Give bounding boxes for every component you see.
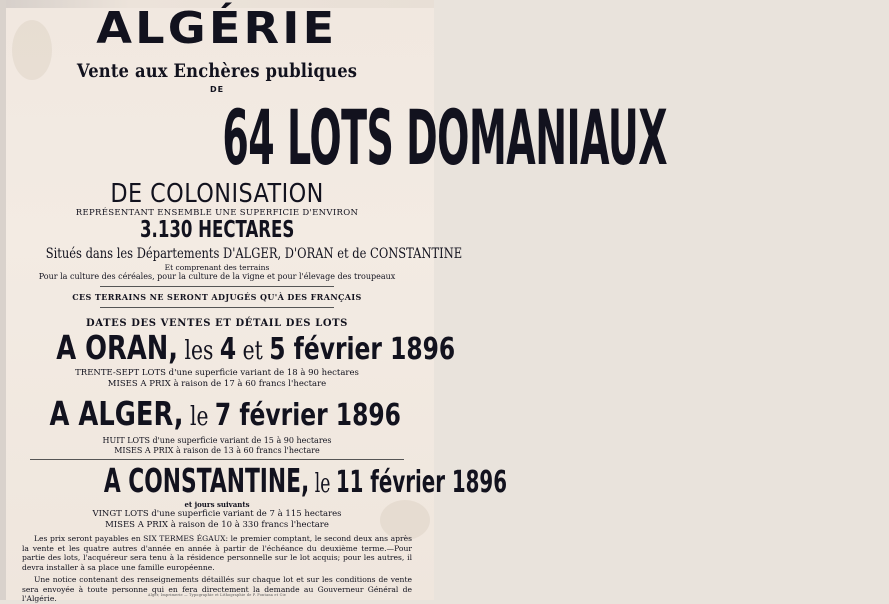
headline-lots: 64 LOTS DOMANIAUX <box>222 93 668 182</box>
divider <box>30 459 404 460</box>
divider <box>100 307 334 308</box>
poster-subtitle: Vente aux Enchères publiques <box>76 60 358 82</box>
departments-text: Situés dans les Départements D'ALGER, D'ORAN et de CONSTANTINE <box>45 246 463 262</box>
comprising-text: Et comprenant des terrains <box>164 263 270 272</box>
colonisation-heading: DE COLONISATION <box>110 179 324 209</box>
hectares-heading: 3.130 HECTARES <box>139 217 295 243</box>
alger-prices: MISES A PRIX à raison de 13 à 60 francs l'hectare <box>114 446 320 455</box>
following-days: et jours suivants <box>184 500 250 509</box>
payment-terms-paragraph: Les prix seront payables en SIX TERMES ÉGAUX: le premier comptant, le second deux ans après la vente et les quatre autres d'année en année à partir de l'échéance du deuxième terme.—Pour partie des lots, l'acquéreur sera tenu à la résidence personnelle sur le lot acquis; pour les autres, il devra installer à sa place une famille européenne. <box>22 534 412 572</box>
oran-prices: MISES A PRIX à raison de 17 à 60 francs l'hectare <box>107 379 327 389</box>
dates-header: DATES DES VENTES ET DÉTAIL DES LOTS <box>85 318 349 329</box>
french-only-notice: CES TERRAINS NE SERONT ADJUGÉS QU'À DES FRANÇAIS <box>72 292 362 302</box>
alger-lots: HUIT LOTS d'une superficie variant de 15 à 90 hectares <box>102 436 332 445</box>
constantine-prices: MISES A PRIX à raison de 10 à 330 francs l'hectare <box>105 520 329 530</box>
representing-text: REPRÉSENTANT ENSEMBLE UNE SUPERFICIE D'ENVIRON <box>75 208 359 218</box>
culture-text: Pour la culture des céréales, pour la culture de la vigne et pour l'élevage des troupeaux <box>38 272 396 281</box>
poster-title: ALGÉRIE <box>96 3 338 54</box>
oran-lots: TRENTE-SEPT LOTS d'une superficie variant de 18 à 90 hectares <box>75 368 359 378</box>
divider <box>100 286 334 287</box>
notice-paragraph: Une notice contenant des renseignements détaillés sur chaque lot et sur les conditions de vente sera envoyée à toute personne qui en fera directement la demande au Gouverneur Général de l'Algérie. <box>22 575 412 604</box>
alger-heading: A ALGER, le 7 février 1896 <box>49 394 401 433</box>
printer-imprint: Alger, Imprimerie — Typographie et Lithographie de P. Fontana et Cie <box>147 593 287 597</box>
constantine-heading: A CONSTANTINE, le 11 février 1896 <box>103 461 507 500</box>
constantine-lots: VINGT LOTS d'une superficie variant de 7 à 115 hectares <box>92 509 342 519</box>
oran-heading: A ORAN, les 4 et 5 février 1896 <box>56 328 456 367</box>
connector-de: DE <box>209 85 225 94</box>
